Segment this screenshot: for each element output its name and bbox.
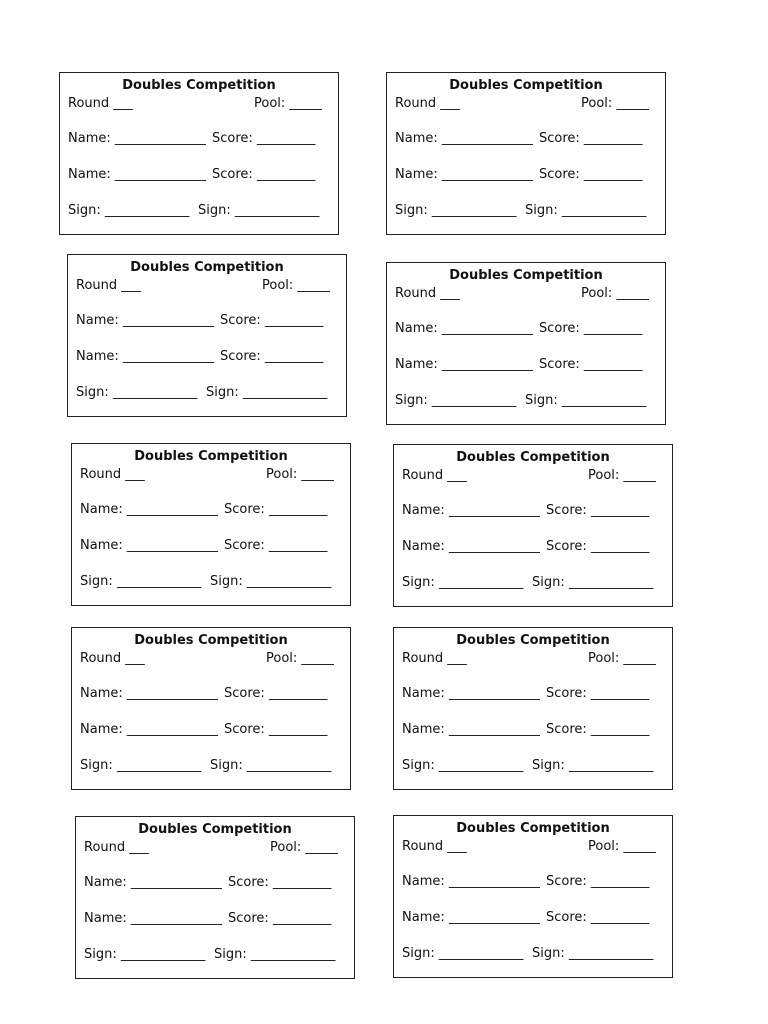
name-field: Name: ______________	[395, 167, 533, 182]
name-field: Name: ______________	[395, 357, 533, 372]
score-card	[386, 72, 666, 235]
name-field: Name: ______________	[84, 911, 222, 926]
sign-field: Sign: _____________	[214, 947, 336, 962]
score-field: Score: _________	[546, 686, 650, 701]
sign-field: Sign: _____________	[525, 203, 647, 218]
card-title: Doubles Competition	[122, 78, 276, 93]
name-field: Name: ______________	[395, 131, 533, 146]
card-title: Doubles Competition	[456, 450, 610, 465]
round-field: Round ___	[80, 651, 145, 666]
score-field: Score: _________	[539, 167, 643, 182]
pool-field: Pool: _____	[588, 651, 656, 666]
card-title: Doubles Competition	[449, 268, 603, 283]
score-field: Score: _________	[546, 722, 650, 737]
score-field: Score: _________	[224, 538, 328, 553]
name-field: Name: ______________	[76, 349, 214, 364]
name-field: Name: ______________	[402, 722, 540, 737]
name-field: Name: ______________	[76, 313, 214, 328]
score-field: Score: _________	[228, 875, 332, 890]
round-field: Round ___	[84, 840, 149, 855]
name-field: Name: ______________	[402, 874, 540, 889]
name-field: Name: ______________	[402, 910, 540, 925]
round-field: Round ___	[402, 651, 467, 666]
name-field: Name: ______________	[80, 722, 218, 737]
round-field: Round ___	[402, 839, 467, 854]
score-field: Score: _________	[212, 167, 316, 182]
score-field: Score: _________	[212, 131, 316, 146]
score-field: Score: _________	[224, 502, 328, 517]
score-field: Score: _________	[539, 131, 643, 146]
card-title: Doubles Competition	[130, 260, 284, 275]
pool-field: Pool: _____	[588, 839, 656, 854]
score-card	[71, 443, 351, 606]
sign-field: Sign: _____________	[210, 758, 332, 773]
sign-field: Sign: _____________	[206, 385, 328, 400]
name-field: Name: ______________	[68, 167, 206, 182]
score-field: Score: _________	[546, 910, 650, 925]
pool-field: Pool: _____	[581, 96, 649, 111]
round-field: Round ___	[395, 96, 460, 111]
sign-field: Sign: _____________	[80, 758, 202, 773]
score-card	[75, 816, 355, 979]
sign-field: Sign: _____________	[525, 393, 647, 408]
card-title: Doubles Competition	[138, 822, 292, 837]
card-title: Doubles Competition	[134, 449, 288, 464]
sign-field: Sign: _____________	[68, 203, 190, 218]
sign-field: Sign: _____________	[395, 393, 517, 408]
name-field: Name: ______________	[80, 686, 218, 701]
score-field: Score: _________	[546, 503, 650, 518]
score-field: Score: _________	[220, 349, 324, 364]
pool-field: Pool: _____	[588, 468, 656, 483]
score-card	[71, 627, 351, 790]
sign-field: Sign: _____________	[198, 203, 320, 218]
sign-field: Sign: _____________	[402, 758, 524, 773]
sign-field: Sign: _____________	[210, 574, 332, 589]
sign-field: Sign: _____________	[532, 575, 654, 590]
round-field: Round ___	[402, 468, 467, 483]
pool-field: Pool: _____	[581, 286, 649, 301]
sign-field: Sign: _____________	[532, 946, 654, 961]
name-field: Name: ______________	[395, 321, 533, 336]
round-field: Round ___	[68, 96, 133, 111]
score-card	[67, 254, 347, 417]
name-field: Name: ______________	[84, 875, 222, 890]
pool-field: Pool: _____	[266, 651, 334, 666]
score-field: Score: _________	[220, 313, 324, 328]
score-field: Score: _________	[539, 357, 643, 372]
score-card	[386, 262, 666, 425]
sign-field: Sign: _____________	[80, 574, 202, 589]
score-field: Score: _________	[546, 539, 650, 554]
pool-field: Pool: _____	[270, 840, 338, 855]
name-field: Name: ______________	[402, 503, 540, 518]
score-field: Score: _________	[224, 686, 328, 701]
score-field: Score: _________	[546, 874, 650, 889]
sign-field: Sign: _____________	[76, 385, 198, 400]
score-field: Score: _________	[539, 321, 643, 336]
score-card	[393, 627, 673, 790]
card-title: Doubles Competition	[134, 633, 288, 648]
round-field: Round ___	[395, 286, 460, 301]
score-field: Score: _________	[228, 911, 332, 926]
pool-field: Pool: _____	[266, 467, 334, 482]
score-card	[59, 72, 339, 235]
sign-field: Sign: _____________	[532, 758, 654, 773]
sign-field: Sign: _____________	[84, 947, 206, 962]
score-card	[393, 815, 673, 978]
pool-field: Pool: _____	[262, 278, 330, 293]
sign-field: Sign: _____________	[395, 203, 517, 218]
name-field: Name: ______________	[80, 538, 218, 553]
sign-field: Sign: _____________	[402, 575, 524, 590]
round-field: Round ___	[80, 467, 145, 482]
round-field: Round ___	[76, 278, 141, 293]
pool-field: Pool: _____	[254, 96, 322, 111]
name-field: Name: ______________	[68, 131, 206, 146]
score-card	[393, 444, 673, 607]
score-field: Score: _________	[224, 722, 328, 737]
card-title: Doubles Competition	[449, 78, 603, 93]
sign-field: Sign: _____________	[402, 946, 524, 961]
card-title: Doubles Competition	[456, 821, 610, 836]
name-field: Name: ______________	[402, 686, 540, 701]
card-title: Doubles Competition	[456, 633, 610, 648]
name-field: Name: ______________	[402, 539, 540, 554]
name-field: Name: ______________	[80, 502, 218, 517]
